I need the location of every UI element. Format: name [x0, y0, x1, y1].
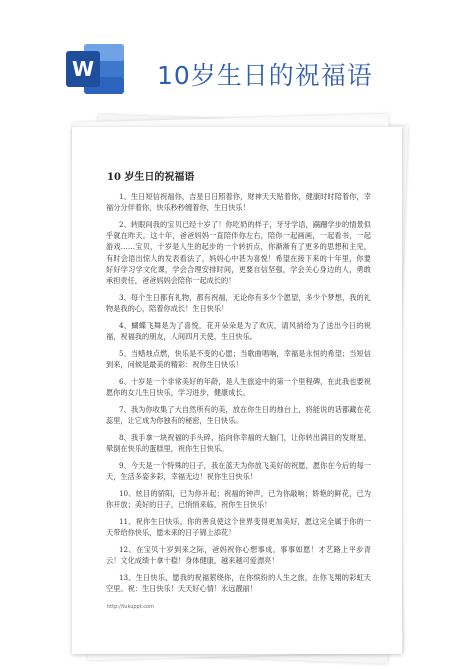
paragraph-2: 2、转眼间我的宝贝已经十岁了！你吃奶的样子，牙牙学语，蹒跚学步的情景似乎就在昨天。这十年，爸爸妈妈一直陪伴你左右，陪你一起画画，一起看书，一起游戏……宝贝，十岁是人生的起步的一个转折点，你渐渐有了更多的思想和主见，有时会语出惊人的发表看法了，妈妈心中甚为喜悦！希望在接下来的十年里，你要好好学习学文化课，学会合理安排时间，更要自信坚强，学会关心身边的人，勇敢承担责任，爸爸妈妈会陪你一起成长的！	[106, 220, 371, 286]
word-icon	[64, 38, 126, 100]
paragraph-4: 4、蝴蝶飞舞是为了喜悦，花开朵朵是为了欢庆，请风捎给为了送出今日的祝福，祝福我的朋友，人间四月天使，生日快乐。	[106, 321, 371, 342]
paragraph-12: 12、在宝贝十岁到来之际，爸妈祝你心想事成，事事如愿！才艺路上平步青云！文化成绩十拿十稳！身体健康，越来越可爱漂亮！	[106, 545, 371, 566]
paragraph-10: 10、炫目的骄阳，已为你升起；祝福的钟声，已为你敲响；娇艳的鲜花，已为你开放；美好的日子，已悄悄来临，祝你生日快乐！	[106, 489, 371, 510]
paragraph-9: 9、今天是一个特殊的日子，我在蓝天为你放飞美好的祝愿，愿你在今后的每一天，生活多姿多彩，幸福无边！祝你生日快乐！	[106, 461, 371, 482]
word-icon-letter: W	[71, 57, 95, 81]
paragraph-7: 7、我为你收集了大自然所有的美，放在你生日的烛台上，将能说的话都藏在花蕊里，让它成为你独有的秘密，生日快乐。	[106, 405, 371, 426]
paragraph-3: 3、每个生日都有礼物，都有祝福，无论你有多少个愿望，多少个梦想，我的礼物是我的心，陪着你成长！生日快乐！	[106, 293, 371, 314]
header-banner	[0, 0, 474, 115]
page-title: 10岁生日的祝福语	[157, 61, 373, 90]
footer-url: http://tukuppt.com	[107, 604, 154, 610]
paragraph-13: 13、生日快乐，愿我的祝福萦绕你，在你缤纷的人生之旅，在你飞翔的彩虹天空里。祝：生日快乐！天天好心情！永远靓丽！	[106, 573, 371, 594]
paragraph-11: 11、祝你生日快乐。你的善良使这个世界变得更加美好，愿这完全属于你的一天带给你快乐，愿未来的日子锦上添花！	[106, 517, 371, 538]
document-title: 10 岁生日的祝福语	[107, 172, 195, 183]
document-page	[72, 127, 402, 654]
paragraph-5: 5、当蜡烛点燃，快乐是不变的心愿；当歌曲唱响，幸福是永恒的希望；当短信到来，问候是最美的精彩：祝你生日快乐！	[106, 349, 371, 370]
paragraph-6: 6、十岁是一个非常美好的年龄，是人生旅途中的第一个里程碑，在此我也要祝愿你的女儿生日快乐，学习进步，健康成长。	[106, 377, 371, 398]
paragraph-8: 8、我手拿一块祝福的手头碎，掐向你幸福的大脑门，让你转出满目的发财星，晕倒在快乐的蛋糕里，祝你生日快乐。	[106, 433, 371, 454]
paragraph-1: 1、生日短信祝福你，吉星日日照着你，财神天天贴着你，健康时时陪着你，幸福分分伴着你，快乐秒秒缠着你，生日快乐！	[106, 192, 371, 213]
